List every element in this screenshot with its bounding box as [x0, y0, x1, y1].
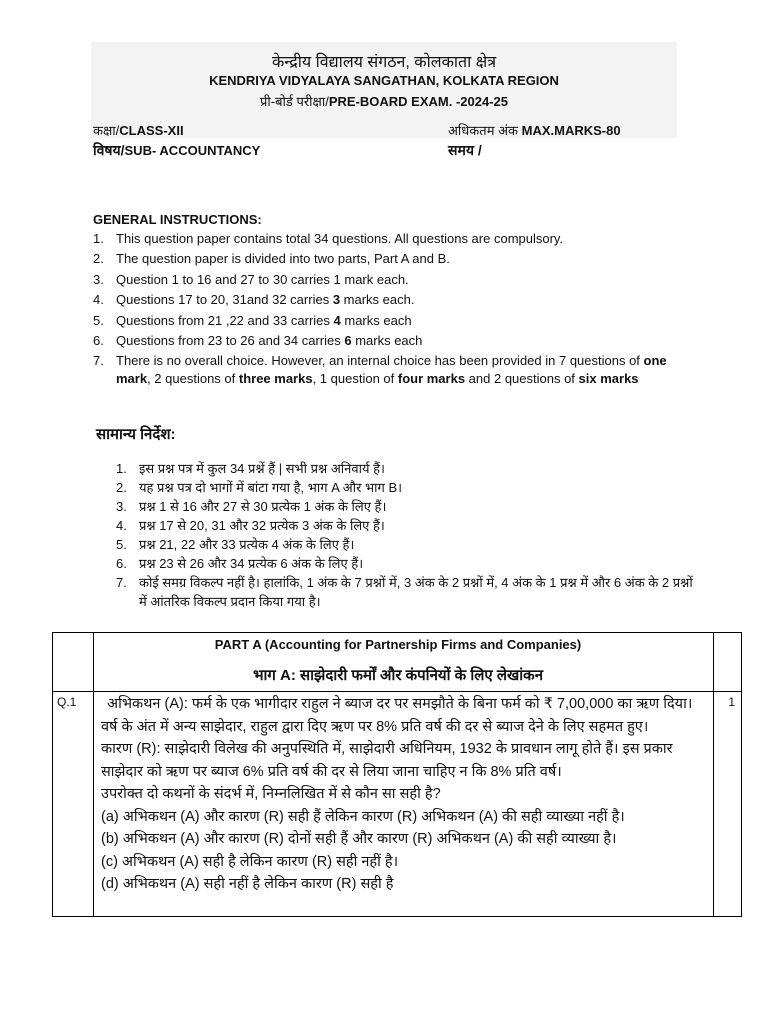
list-item: 2. The question paper is divided into two parts, Part A and B. [93, 251, 450, 267]
class-label: कक्षा/CLASS-XII [93, 123, 184, 138]
list-item: 1. This question paper contains total 34 questions. All questions are compulsory. [93, 231, 564, 246]
question-number: Q.1 [57, 695, 77, 709]
general-instructions-title: GENERAL INSTRUCTIONS: [93, 212, 262, 227]
hindi-instructions-list [116, 459, 696, 611]
part-a-title-hindi: भाग A: साझेदारी फर्मों और कंपनियों के लिए लेखांकन [252, 667, 544, 684]
exam-title-hindi: प्री-बोर्ड परीक्षा/ [260, 94, 329, 109]
option-a: (a) अभिकथन (A) और कारण (R) सही हैं लेकिन कारण (R) अभिकथन (A) की सही व्याख्या नहीं है। [101, 808, 625, 825]
general-instructions-list [93, 230, 683, 391]
question-body [101, 693, 711, 896]
column-divider [713, 633, 714, 916]
assertion-text: अभिकथन (A): फर्म के एक भागीदार राहुल ने ब्याज दर पर समझौते के बिना फर्म को ₹ 7,00,000 का ऋण दिया। वर्ष के अंत में अन्य साझेदार, राहुल द्वारा दिए ऋण पर 8% प्रति वर्ष की दर से ब्याज देने के लिए सहमत हुए। [101, 696, 693, 735]
list-item: 2. यह प्रश्न पत्र दो भागों में बांटा गया है, भाग A और भाग B। [116, 480, 403, 495]
option-c: (c) अभिकथन (A) सही है लेकिन कारण (R) सही नहीं है। [101, 853, 399, 870]
list-item: 3. प्रश्न 1 से 16 और 27 से 30 प्रत्येक 1 अंक के लिए हैं। [116, 499, 387, 514]
max-marks-label: अधिकतम अंक MAX.MARKS-80 [448, 123, 621, 138]
list-item: 5. Questions from 21 ,22 and 33 carries 4 marks each [93, 312, 412, 328]
list-item: 7. There is no overall choice. However, an internal choice has been provided in 7 questions of one mark, 2 questions of three marks, 1 question of four marks and 2 questions of six marks [93, 353, 667, 387]
list-item: 1. इस प्रश्न पत्र में कुल 34 प्रश्नें हैं | सभी प्रश्न अनिवार्य हैं। [116, 461, 385, 476]
question-marks: 1 [728, 695, 735, 709]
list-item: 5. प्रश्न 21, 22 और 33 प्रत्येक 4 अंक के लिए हैं। [116, 537, 355, 552]
org-name-hindi: केन्द्रीय विद्यालय संगठन, कोलकाता क्षेत्र [271, 54, 497, 71]
exam-title [91, 92, 677, 110]
list-item: 6. Questions from 23 to 26 and 34 carries 6 marks each [93, 332, 423, 348]
option-b: (b) अभिकथन (A) और कारण (R) दोनों सही हैं और कारण (R) अभिकथन (A) की सही व्याख्या है। [101, 831, 617, 847]
row-divider [53, 691, 741, 692]
reason-text: कारण (R): साझेदारी विलेख की अनुपस्थिति में, साझेदारी अधिनियम, 1932 के प्रावधान लागू होते हैं। इस प्रकार साझेदार को ऋण पर ब्याज 6% प्रति वर्ष की दर से लिया जाना चाहिए न कि 8% प्रति वर्ष। [101, 741, 673, 780]
option-d: (d) अभिकथन (A) सही नहीं है लेकिन कारण (R) सही है [101, 876, 394, 892]
list-item: 4. Questions 17 to 20, 31and 32 carries 3 marks each. [93, 292, 415, 308]
exam-title-english: PRE-BOARD EXAM. -2024-25 [328, 94, 508, 109]
list-item: 3. Question 1 to 16 and 27 to 30 carries 1 mark each. [93, 271, 409, 287]
org-name-english: KENDRIYA VIDYALAYA SANGATHAN, KOLKATA REGION [209, 73, 559, 88]
question-table [52, 632, 742, 917]
time-label: समय / [448, 142, 482, 158]
part-a-title-english: PART A (Accounting for Partnership Firms and Companies) [214, 637, 582, 652]
list-item: 7. कोई समग्र विकल्प नहीं है। हालांकि, 1 अंक के 7 प्रश्नों में, 3 अंक के 2 प्रश्नों में, 4 अंक के 1 प्रश्न में और 6 अंक के 2 प्रश्नों में आंतरिक विकल्प प्रदान किया गया है। [116, 575, 693, 609]
hindi-instructions-title: सामान्य निर्देश: [96, 426, 176, 443]
question-prompt: उपरोक्त दो कथनों के संदर्भ में, निम्नलिखित में से कौन सा सही है? [101, 786, 441, 802]
subject-label: विषय/SUB- ACCOUNTANCY [93, 142, 261, 158]
list-item: 4. प्रश्न 17 से 20, 31 और 32 प्रत्येक 3 अंक के लिए हैं। [116, 518, 385, 533]
list-item: 6. प्रश्न 23 से 26 और 34 प्रत्येक 6 अंक के लिए हैं। [116, 556, 364, 571]
